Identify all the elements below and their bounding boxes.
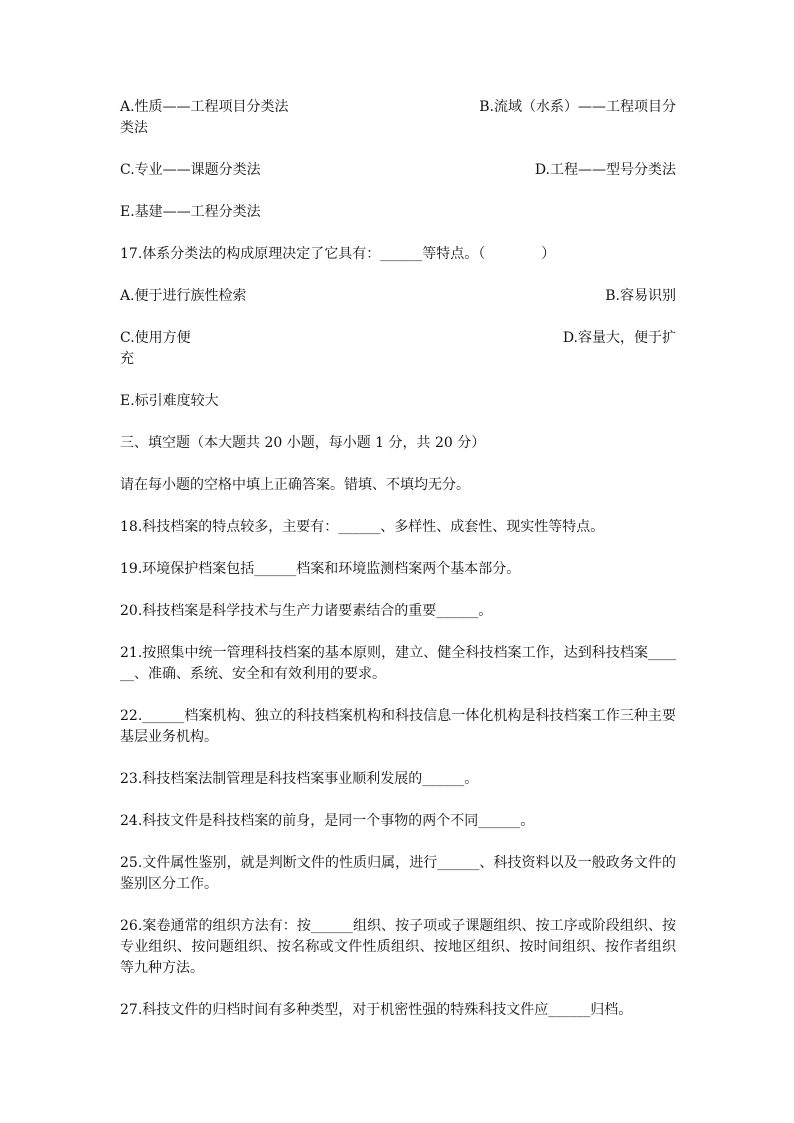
- option-b: B.流域（水系）——工程项目分: [479, 99, 676, 115]
- question-22: 22.______档案机构、独立的科技档案机构和科技信息一体化机构是科技档案工作三种主要基层业务机构。: [120, 708, 676, 745]
- question-17: 17.体系分类法的构成原理决定了它具有：______等特点。（ ）: [120, 246, 556, 262]
- question-19: 19.环境保护档案包括______档案和环境监测档案两个基本部分。: [120, 561, 521, 577]
- q17-option-d: D.容量大，便于扩: [562, 330, 676, 346]
- option-e: E.基建——工程分类法: [120, 204, 261, 220]
- option-c: C.专业——课题分类法: [120, 162, 261, 178]
- option-b-continuation: 类法: [120, 120, 148, 136]
- q17-option-e: E.标引难度较大: [120, 393, 219, 409]
- question-24: 24.科技文件是科技档案的前身，是同一个事物的两个不同______。: [120, 813, 535, 829]
- q17-options-cd: [120, 328, 676, 370]
- q17-option-c: C.使用方便: [120, 330, 191, 346]
- q16-options-ab: [120, 97, 676, 139]
- option-a: A.性质——工程项目分类法: [120, 99, 289, 115]
- q17-option-d-continuation: 充: [120, 351, 134, 367]
- section-instruction: 请在每小题的空格中填上正确答案。错填、不填均无分。: [120, 477, 470, 493]
- question-27: 27.科技文件的归档时间有多种类型，对于机密性强的特殊科技文件应______归档。: [120, 1002, 633, 1018]
- section-title: 三、填空题（本大题共 20 小题，每小题 1 分，共 20 分）: [120, 435, 486, 451]
- question-18: 18.科技档案的特点较多，主要有：______、多样性、成套性、现实性等特点。: [120, 519, 605, 535]
- q17-option-a: A.便于进行族性检索: [120, 288, 247, 304]
- q17-option-b: B.容易识别: [605, 288, 676, 304]
- q17-options-ab: [120, 286, 676, 307]
- question-26: 26.案卷通常的组织方法有：按______组织、按子项或子课题组织、按工序或阶段组织、按专业组织、按问题组织、按名称或文件性质组织、按地区组织、按时间组织、按作者组织等九种方法。: [120, 918, 676, 976]
- question-20: 20.科技档案是科学技术与生产力诸要素结合的重要______。: [120, 603, 493, 619]
- option-d: D.工程——型号分类法: [534, 162, 676, 178]
- question-23: 23.科技档案法制管理是科技档案事业顺利发展的______。: [120, 771, 479, 787]
- q16-options-cd: [120, 160, 676, 181]
- question-21: 21.按照集中统一管理科技档案的基本原则，建立、健全科技档案工作，达到科技档案______、准确、系统、安全和有效利用的要求。: [120, 645, 676, 682]
- question-25: 25.文件属性鉴别，就是判断文件的性质归属，进行______、科技资料以及一般政务文件的鉴别区分工作。: [120, 855, 676, 892]
- document-page: [120, 97, 676, 1042]
